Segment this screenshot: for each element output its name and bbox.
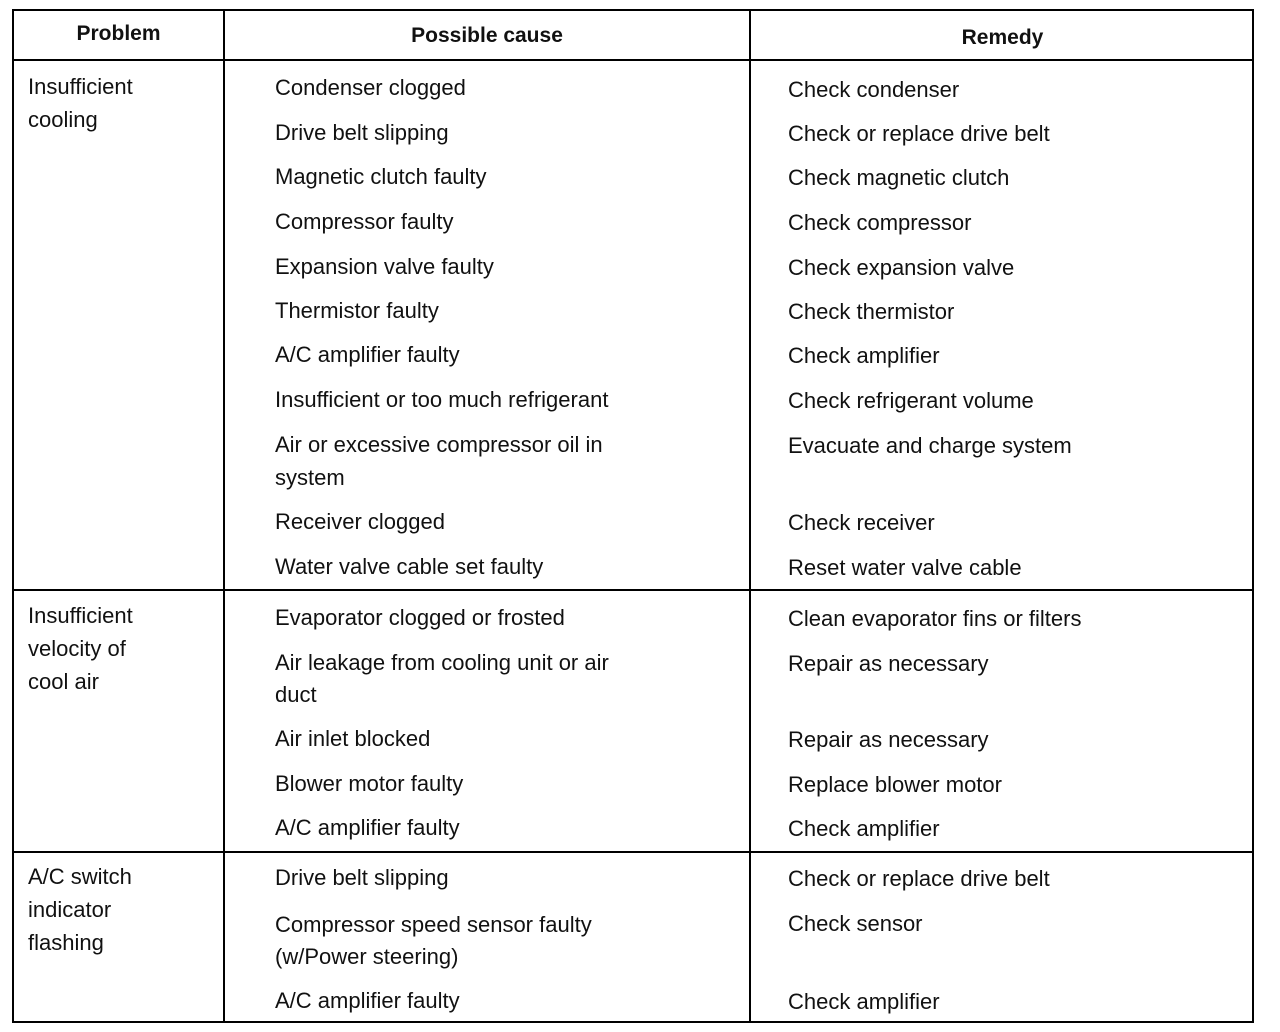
remedy-cell: Check sensor xyxy=(788,911,923,936)
cause-cell: A/C amplifier faulty xyxy=(275,988,460,1013)
problem-insufficient-cooling: Insufficient cooling xyxy=(28,74,133,132)
cause-cell: Receiver clogged xyxy=(275,509,445,534)
remedy-cell: Check condenser xyxy=(788,77,960,102)
cause-cell: Condenser clogged xyxy=(275,75,466,100)
cause-cell: Air inlet blocked xyxy=(275,726,431,751)
cause-cell: Blower motor faulty xyxy=(275,771,464,796)
remedy-cell: Check receiver xyxy=(788,510,935,535)
cause-cell: Compressor speed sensor faulty xyxy=(275,912,592,937)
cause-cell: Thermistor faulty xyxy=(275,298,439,323)
remedy-cell: Check amplifier xyxy=(788,989,940,1014)
cause-cell: Magnetic clutch faulty xyxy=(275,164,487,189)
cause-cell: Expansion valve faulty xyxy=(275,254,494,279)
remedy-cell: Repair as necessary xyxy=(788,651,989,676)
troubleshooting-table xyxy=(12,9,1254,1023)
remedy-cell: Check or replace drive belt xyxy=(788,121,1050,146)
remedy-cell: Repair as necessary xyxy=(788,727,989,752)
cause-cell-continuation: duct xyxy=(275,682,317,707)
remedy-cell: Check magnetic clutch xyxy=(788,165,1010,190)
remedy-cell: Check compressor xyxy=(788,210,972,235)
header-possible-cause: Possible cause xyxy=(411,24,563,47)
cause-cell: Compressor faulty xyxy=(275,209,454,234)
remedy-cell: Check refrigerant volume xyxy=(788,388,1034,413)
remedy-cell: Check amplifier xyxy=(788,343,940,368)
remedy-cell: Replace blower motor xyxy=(788,772,1002,797)
remedy-cell: Evacuate and charge system xyxy=(788,433,1072,458)
cause-cell: Water valve cable set faulty xyxy=(275,554,544,579)
cause-cell: A/C amplifier faulty xyxy=(275,342,460,367)
header-divider xyxy=(14,59,1252,61)
cause-cell: Drive belt slipping xyxy=(275,120,449,145)
cause-cell-continuation: (w/Power steering) xyxy=(275,944,459,969)
remedy-cell: Check amplifier xyxy=(788,816,940,841)
problem-insufficient-velocity: Insufficient velocity of cool air xyxy=(28,603,133,694)
column-divider xyxy=(749,11,751,1021)
remedy-cell: Reset water valve cable xyxy=(788,555,1022,580)
remedy-cell: Check expansion valve xyxy=(788,255,1015,280)
remedy-cell: Check thermistor xyxy=(788,299,955,324)
cause-cell: Evaporator clogged or frosted xyxy=(275,605,565,630)
section-divider xyxy=(14,851,1252,853)
cause-cell: A/C amplifier faulty xyxy=(275,815,460,840)
header-problem: Problem xyxy=(76,22,161,45)
problem-ac-switch-flashing: A/C switch indicator flashing xyxy=(28,864,132,955)
remedy-cell: Check or replace drive belt xyxy=(788,866,1050,891)
column-divider xyxy=(223,11,225,1021)
remedy-cell: Clean evaporator fins or filters xyxy=(788,606,1082,631)
cause-cell: Insufficient or too much refrigerant xyxy=(275,387,609,412)
cause-cell-continuation: system xyxy=(275,465,345,490)
cause-cell: Air leakage from cooling unit or air xyxy=(275,650,609,675)
section-divider xyxy=(14,589,1252,591)
cause-cell: Drive belt slipping xyxy=(275,865,449,890)
header-remedy: Remedy xyxy=(961,26,1044,49)
cause-cell: Air or excessive compressor oil in xyxy=(275,432,603,457)
